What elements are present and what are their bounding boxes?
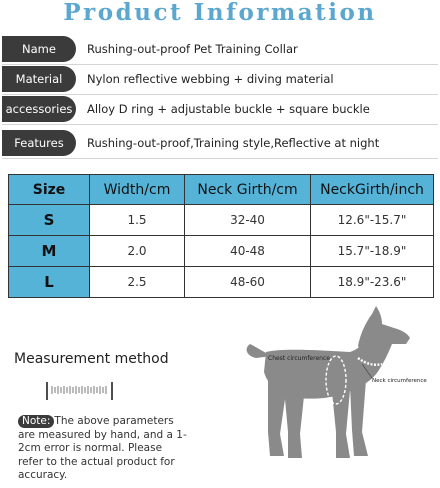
table-cell: 1.5: [90, 205, 185, 236]
table-cell: 32-40: [185, 205, 311, 236]
table-header-neck-cm: Neck Girth/cm: [185, 175, 311, 205]
table-cell-size: L: [9, 267, 90, 298]
neck-circumference-label: Neck circumference: [372, 378, 427, 384]
table-cell: 18.9"-23.6": [311, 267, 434, 298]
dog-silhouette-icon: [240, 306, 440, 488]
info-row-features: [0, 130, 440, 156]
info-row-material: [0, 66, 440, 92]
note-tag: Note:: [18, 415, 54, 428]
table-header-neck-inch: NeckGirth/inch: [311, 175, 434, 205]
table-row: [9, 236, 434, 267]
info-value-material: Nylon reflective webbing + diving material: [87, 72, 334, 86]
page-title: Product Information: [63, 0, 377, 26]
table-cell: 2.5: [90, 267, 185, 298]
table-row: [9, 205, 434, 236]
note-text: The above parameters are measured by hand, and a 1-2cm error is normal. Please refer to the actual product for accuracy.: [18, 415, 187, 481]
divider: [2, 94, 438, 95]
table-cell-size: S: [9, 205, 90, 236]
ruler-icon: [44, 380, 124, 402]
table-cell: 40-48: [185, 236, 311, 267]
info-value-features: Rushing-out-proof,Training style,Reflective at night: [87, 136, 380, 150]
info-value-name: Rushing-out-proof Pet Training Collar: [87, 42, 298, 56]
table-cell: 48-60: [185, 267, 311, 298]
divider: [2, 64, 438, 65]
info-label-material: Material: [2, 66, 76, 92]
table-header-row: [9, 175, 434, 205]
chest-circumference-label: Chest circumference: [268, 355, 330, 362]
measurement-note: [18, 415, 190, 483]
table-row: [9, 267, 434, 298]
divider: [2, 124, 438, 125]
info-label-accessories: accessories: [2, 96, 76, 122]
info-row-accessories: [0, 96, 440, 122]
table-cell: 15.7"-18.9": [311, 236, 434, 267]
divider: [2, 158, 438, 159]
table-header-width: Width/cm: [90, 175, 185, 205]
table-header-size: Size: [9, 175, 90, 205]
table-cell: 12.6"-15.7": [311, 205, 434, 236]
info-label-features: Features: [2, 130, 76, 156]
size-table: [8, 174, 434, 298]
info-row-name: [0, 36, 440, 62]
table-cell: 2.0: [90, 236, 185, 267]
info-label-name: Name: [2, 36, 76, 62]
info-value-accessories: Alloy D ring + adjustable buckle + square buckle: [87, 102, 370, 116]
measurement-title: Measurement method: [14, 351, 169, 367]
table-cell-size: M: [9, 236, 90, 267]
